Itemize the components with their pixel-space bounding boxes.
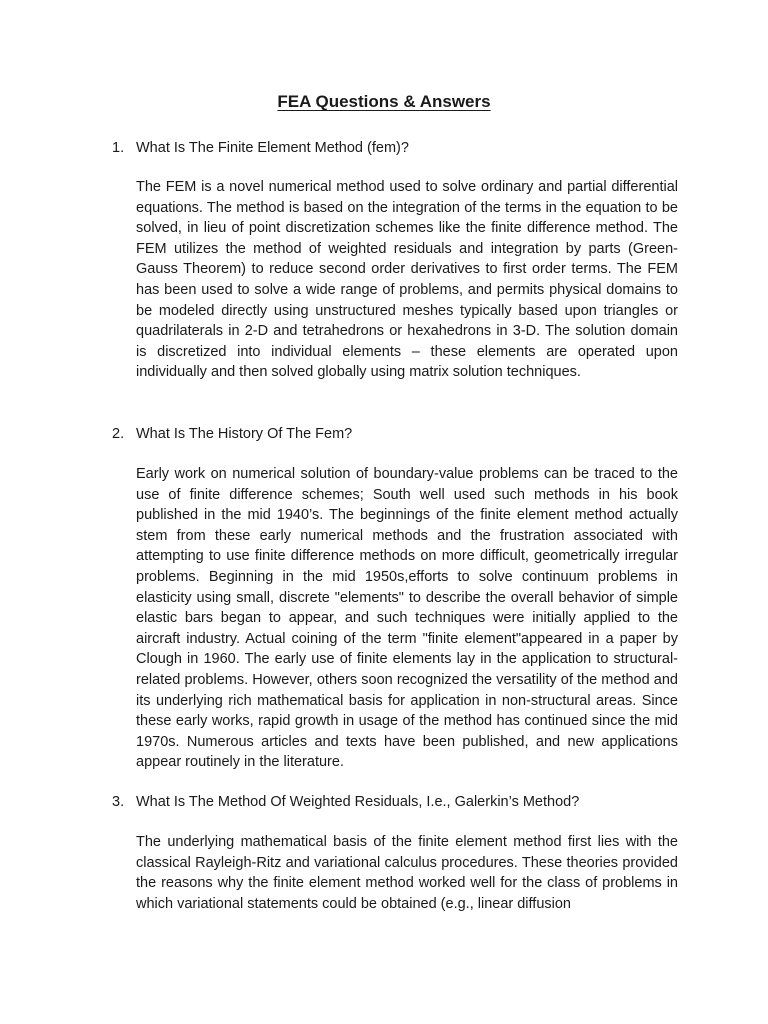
question-3 <box>112 792 579 813</box>
question-number: 3. <box>112 794 125 810</box>
answer-2: Early work on numerical solution of boundary-value problems can be traced to the use of finite difference schemes; South well used such methods in his book published in the mid 1940’s. The beginnings of the finite element method actually stem from these early numerical methods and the frustration associated with attempting to use finite difference methods on more difficult, geometrically irregular problems. Beginning in the mid 1950s,efforts to solve continuum problems in elasticity using small, discrete "elements" to describe the overall behavior of simple elastic bars began to appear, and such techniques were initially applied to the aircraft industry. Actual coining of the term "finite element"appeared in a paper by Clough in 1960. The early use of finite elements lay in the application to structural-related problems. However, others soon recognized the versatility of the method and its underlying rich mathematical basis for application in non-structural areas. Since these early works, rapid growth in usage of the method has continued since the mid 1970s. Numerous articles and texts have been published, and new applications appear routinely in the literature. <box>136 466 678 771</box>
answer-1: The FEM is a novel numerical method used to solve ordinary and partial differential equations. The method is based on the integration of the terms in the equation to be solved, in lieu of point discretization schemes like the finite difference method. The FEM utilizes the method of weighted residuals and integration by parts (Green-Gauss Theorem) to reduce second order derivatives to first order terms. The FEM has been used to solve a wide range of problems, and permits physical domains to be modeled directly using unstructured meshes typically based upon triangles or quadrilaterals in 2-D and tetrahedrons or hexahedrons in 3-D. The solution domain is discretized into individual elements – these elements are operated upon individually and then solved globally using matrix solution techniques. <box>136 179 678 381</box>
question-number: 1. <box>112 140 125 156</box>
question-number: 2. <box>112 426 125 442</box>
page-title: FEA Questions & Answers <box>277 92 491 111</box>
question-text: What Is The History Of The Fem? <box>136 426 353 442</box>
question-2 <box>112 424 352 445</box>
question-text: What Is The Finite Element Method (fem)? <box>136 140 409 156</box>
answer-3: The underlying mathematical basis of the finite element method first lies with the classical Rayleigh-Ritz and variational calculus procedures. These theories provided the reasons why the finite element method worked well for the class of problems in which variational statements could be obtained (e.g., linear diffusion <box>136 834 678 912</box>
question-1 <box>112 138 409 159</box>
question-text: What Is The Method Of Weighted Residuals, I.e., Galerkin’s Method? <box>136 794 580 810</box>
